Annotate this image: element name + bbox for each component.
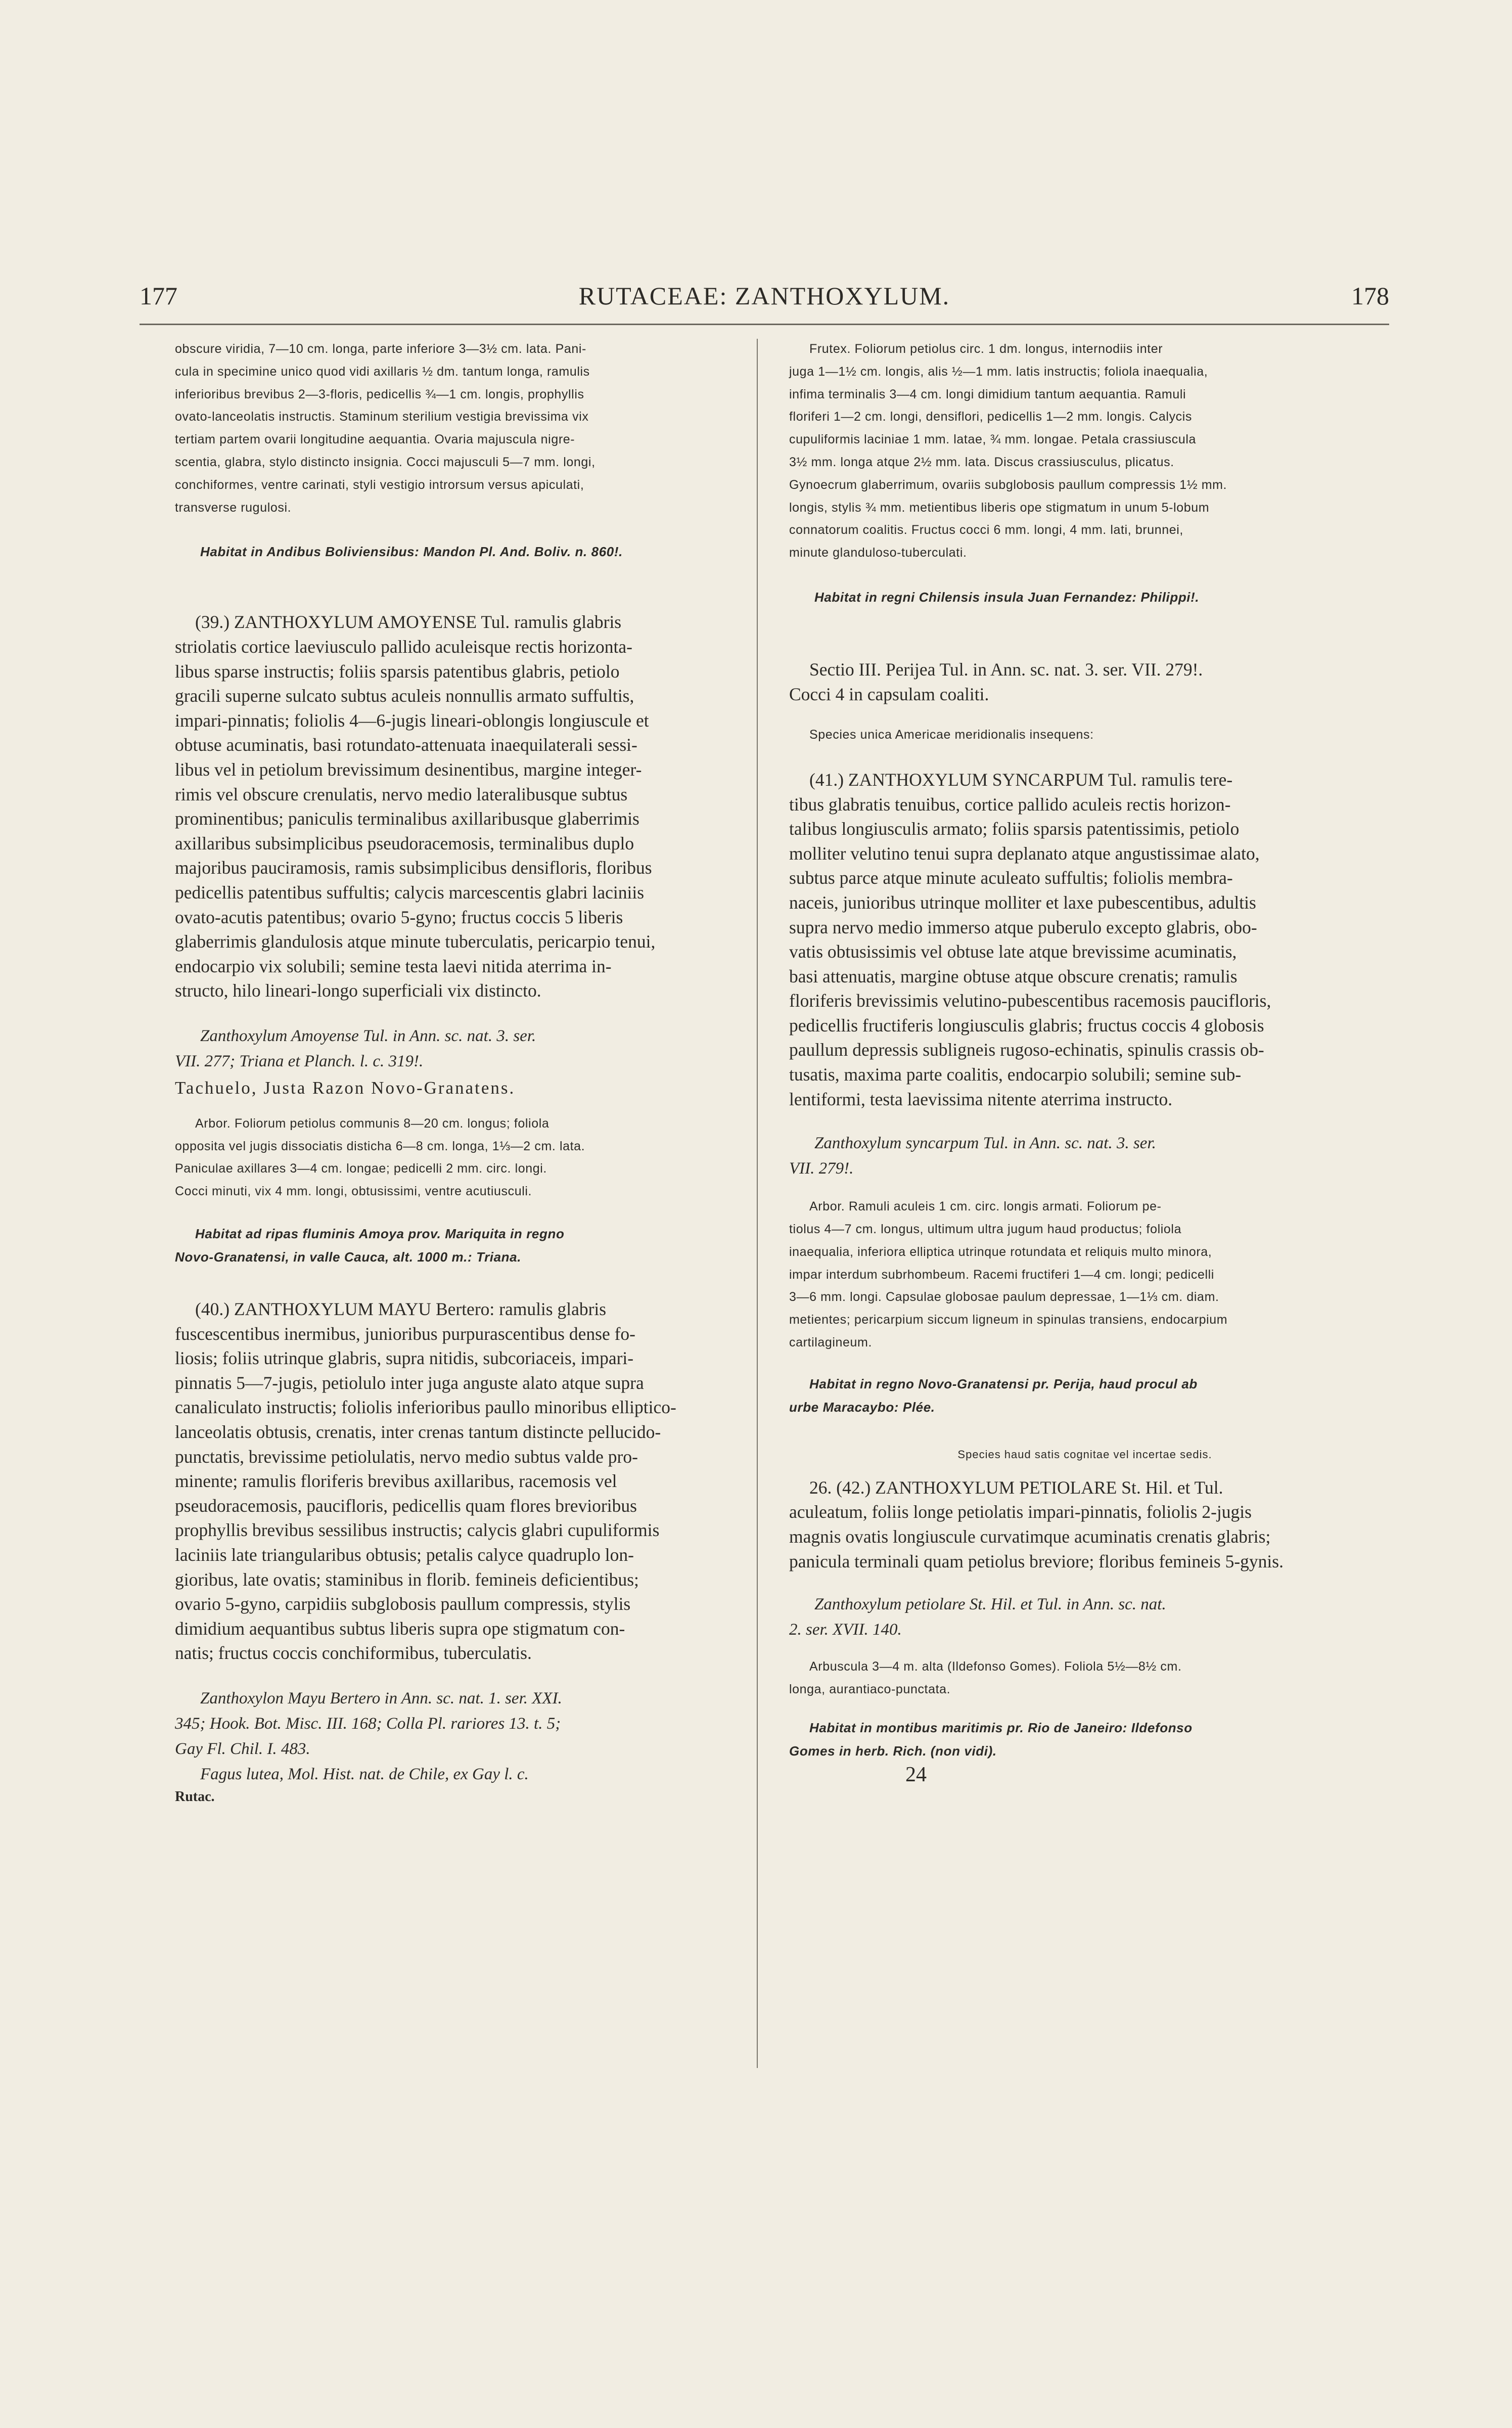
species-41-habitat xyxy=(789,1372,1381,1419)
text-line: scentia, glabra, stylo distincto insignia. Cocci majusculi 5—7 mm. longi, xyxy=(175,455,595,469)
text-line: Arbor. Ramuli aculeis 1 cm. circ. longis armati. Foliorum pe- xyxy=(809,1199,1162,1214)
text-line: laciniis late triangularibus obtusis; petalis calyce quadruplo lon- xyxy=(175,1545,634,1565)
text-line: urbe Maracaybo: Plée. xyxy=(789,1399,935,1415)
citation-line: 345; Hook. Bot. Misc. III. 168; Colla Pl. rariores 13. t. 5; xyxy=(175,1714,561,1733)
text-line: liosis; foliis utrinque glabris, supra nitidis, subcoriaceis, impari- xyxy=(175,1348,634,1369)
left-column xyxy=(175,338,744,1805)
text-line: fuscescentibus inermibus, junioribus purpurascentibus dense fo- xyxy=(175,1323,635,1344)
species-39-citation xyxy=(175,1023,744,1074)
species-40-diagnosis xyxy=(175,1297,744,1666)
text-line: minute glanduloso-tuberculati. xyxy=(789,546,967,560)
text-line: juga 1—1½ cm. longis, alis ½—1 mm. latis instructis; foliola inaequalia, xyxy=(789,364,1208,379)
text-line: Frutex. Foliorum petiolus circ. 1 dm. longus, internodiis inter xyxy=(809,342,1163,356)
text-line: structo, hilo lineari-longo superficiali vix distincto. xyxy=(175,980,541,1001)
text-line: prominentibus; paniculis terminalibus axillaribusque glaberrimis xyxy=(175,808,639,829)
text-line: glaberrimis glandulosis atque minute tuberculatis, pericarpio tenui, xyxy=(175,931,656,952)
citation-line: Gay Fl. Chil. I. 483. xyxy=(175,1739,310,1758)
text-line: Arbor. Foliorum petiolus communis 8—20 cm. longus; foliola xyxy=(195,1116,549,1131)
species-40-citation xyxy=(175,1686,744,1787)
citation-line: Zanthoxylum petiolare St. Hil. et Tul. in Ann. sc. nat. xyxy=(814,1595,1166,1614)
text-line: obscure viridia, 7—10 cm. longa, parte inferiore 3—3½ cm. lata. Pani- xyxy=(175,342,586,356)
text-line: lanceolatis obtusis, crenatis, inter crenas tantum distincte pellucido- xyxy=(175,1422,661,1443)
text-line: endocarpio vix solubili; semine testa laevi nitida aterrima in- xyxy=(175,956,612,976)
text-line: Novo-Granatensi, in valle Cauca, alt. 1000 m.: Triana. xyxy=(175,1249,522,1265)
text-line: libus vel in petiolum brevissimum desinentibus, margine integer- xyxy=(175,759,642,780)
continued-description xyxy=(175,338,744,519)
habitat-note: Habitat in Andibus Boliviensibus: Mandon Pl. And. Boliv. n. 860!. xyxy=(200,544,623,560)
text-line: basi attenuatis, margine obtuse atque obscure crenatis; ramulis xyxy=(789,966,1238,986)
text-line: tusatis, maxima parte coalitis, endocarpio solubili; semine sub- xyxy=(789,1064,1242,1085)
section-heading xyxy=(789,657,1381,706)
species-heading: (41.) ZANTHOXYLUM SYNCARPUM Tul. ramulis tere- xyxy=(809,769,1233,790)
text-line: ovato-lanceolatis instructis. Staminum sterilium vestigia brevissima vix xyxy=(175,410,589,424)
citation-line: Zanthoxylum Amoyense Tul. in Ann. sc. nat. 3. ser. xyxy=(200,1026,536,1045)
text-line: Habitat in regno Novo-Granatensi pr. Perija, haud procul ab xyxy=(809,1376,1198,1391)
text-line: gracili superne sulcato subtus aculeis nonnullis armato suffultis, xyxy=(175,686,634,706)
citation-line: VII. 277; Triana et Planch. l. c. 319!. xyxy=(175,1052,424,1070)
text-line: vatis obtusissimis vel obtuse late atque brevissime acuminatis, xyxy=(789,941,1237,962)
text-line: rimis vel obscure crenulatis, nervo medio lateralibusque subtus xyxy=(175,784,628,804)
text-line: subtus parce atque minute aculeato suffultis; foliolis membra- xyxy=(789,868,1233,888)
text-line: 3½ mm. longa atque 2½ mm. lata. Discus crassiusculus, plicatus. xyxy=(789,455,1174,469)
continued-description xyxy=(789,338,1381,564)
text-line: tibus glabratis tenuibus, cortice pallido aculeis rectis horizon- xyxy=(789,794,1231,815)
text-line: conchiformes, ventre carinati, styli vestigio introrsum versus apiculati, xyxy=(175,477,584,492)
column-divider xyxy=(757,339,758,2068)
text-line: axillaribus subsimplicibus pseudoracemosis, terminalibus duplo xyxy=(175,833,634,853)
species-42-citation xyxy=(789,1592,1381,1642)
text-line: natis; fructus coccis conchiformibus, tuberculatis. xyxy=(175,1643,532,1663)
text-line: opposita vel jugis dissociatis disticha 6—8 cm. longa, 1⅓—2 cm. lata. xyxy=(175,1139,585,1153)
incertae-sedis-heading: Species haud satis cognitae vel incertae sedis. xyxy=(957,1448,1212,1461)
text-line: inaequalia, inferiora elliptica utrinque rotundata et reliquis multo minora, xyxy=(789,1244,1212,1259)
text-line: pedicellis patentibus suffultis; calycis marcescentis glabri laciniis xyxy=(175,882,645,903)
text-line: pinnatis 5—7-jugis, petiolulo inter juga anguste alato atque supra xyxy=(175,1372,644,1393)
species-42-diagnosis xyxy=(789,1475,1381,1573)
section-title: Sectio III. Perijea Tul. in Ann. sc. nat. 3. ser. VII. 279!. xyxy=(809,659,1203,680)
species-39-diagnosis xyxy=(175,610,744,1003)
text-line: longa, aurantiaco-punctata. xyxy=(789,1682,951,1697)
text-line: lentiformi, testa laevissima nitente aterrima instructo. xyxy=(789,1089,1173,1109)
text-line: Habitat in montibus maritimis pr. Rio de Janeiro: Ildefonso xyxy=(809,1720,1193,1735)
text-line: Habitat ad ripas fluminis Amoya prov. Mariquita in regno xyxy=(195,1226,565,1242)
right-column xyxy=(789,338,1381,1787)
text-line: transverse rugulosi. xyxy=(175,500,292,515)
text-line: floriferi 1—2 cm. longi, densiflori, pedicellis 1—2 mm. longis. Calycis xyxy=(789,410,1193,424)
species-42-habitat xyxy=(789,1716,1381,1763)
citation-line: VII. 279!. xyxy=(789,1159,854,1178)
text-line: cula in specimine unico quod vidi axillaris ½ dm. tantum longa, ramulis xyxy=(175,364,590,379)
text-line: majoribus pauciramosis, ramis subsimplicibus densifloris, floribus xyxy=(175,858,652,878)
text-line: Gomes in herb. Rich. (non vidi). xyxy=(789,1743,997,1759)
section-note: Species unica Americae meridionalis insequens: xyxy=(809,728,1094,742)
text-line: aculeatum, foliis longe petiolatis impari-pinnatis, foliolis 2-jugis xyxy=(789,1502,1252,1522)
text-line: canaliculato instructis; foliolis inferioribus paullo minoribus elliptico- xyxy=(175,1397,676,1418)
text-line: Arbuscula 3—4 m. alta (Ildefonso Gomes). Foliola 5½—8½ cm. xyxy=(809,1659,1182,1674)
citation-line: Zanthoxylum syncarpum Tul. in Ann. sc. nat. 3. ser. xyxy=(814,1134,1156,1153)
habitat-note: Habitat in regni Chilensis insula Juan Fernandez: Philippi!. xyxy=(814,589,1200,605)
species-41-citation xyxy=(789,1131,1381,1181)
text-line: panicula terminali quam petiolus breviore; floribus femineis 5-gynis. xyxy=(789,1551,1284,1571)
text-line: striolatis cortice laeviusculo pallido aculeisque rectis horizonta- xyxy=(175,636,632,657)
species-heading: (39.) ZANTHOXYLUM AMOYENSE Tul. ramulis glabris xyxy=(195,612,622,633)
text-line: tiolus 4—7 cm. longus, ultimum ultra jugum haud productus; foliola xyxy=(789,1222,1182,1237)
text-line: Cocci minuti, vix 4 mm. longi, obtusissimi, ventre acutiusculi. xyxy=(175,1184,532,1199)
text-line: inferioribus brevibus 2—3-floris, pedicellis ¾—1 cm. longis, prophyllis xyxy=(175,387,584,401)
species-42-description xyxy=(789,1655,1381,1701)
species-41-diagnosis xyxy=(789,768,1381,1111)
vernacular-names: Tachuelo, Justa Razon Novo-Granatens. xyxy=(175,1077,516,1098)
sheet-number: 24 xyxy=(905,1763,927,1786)
text-line: Cocci 4 in capsulam coaliti. xyxy=(789,684,989,704)
text-line: supra nervo medio immerso atque puberulo excepto glabris, obo- xyxy=(789,917,1257,937)
species-39-description xyxy=(175,1112,744,1203)
species-39-habitat xyxy=(175,1222,744,1269)
text-line: Paniculae axillares 3—4 cm. longae; pedicelli 2 mm. circ. longi. xyxy=(175,1161,547,1176)
species-heading: (40.) ZANTHOXYLUM MAYU Bertero: ramulis glabris xyxy=(195,1299,607,1320)
text-line: minente; ramulis floriferis brevibus axillaribus, racemosis vel xyxy=(175,1471,617,1492)
text-line: punctatis, brevissime petiolulatis, nervo medio subtus valde pro- xyxy=(175,1446,638,1467)
running-header xyxy=(140,281,1389,322)
text-line: libus sparse instructis; foliis sparsis patentibus glabris, petiolo xyxy=(175,661,620,682)
text-line: Gynoecrum glaberrimum, ovariis subglobosis paullum compressis 1½ mm. xyxy=(789,477,1227,492)
text-line: floriferis brevissimis velutino-pubescentibus racemosis paucifloris, xyxy=(789,991,1271,1011)
text-line: cupuliformis laciniae 1 mm. latae, ¾ mm. longae. Petala crassiuscula xyxy=(789,432,1197,447)
text-line: prophyllis brevibus sessilibus instructis; calycis glabri cupuliformis xyxy=(175,1520,660,1541)
text-line: dimidium aequantibus subtus liberis supra ope stigmatum con- xyxy=(175,1618,625,1639)
printer-signature: Rutac. xyxy=(175,1788,215,1805)
text-line: naceis, junioribus utrinque molliter et laxe pubescentibus, adultis xyxy=(789,892,1256,913)
text-line: impari-pinnatis; foliolis 4—6-jugis lineari-oblongis longiuscule et xyxy=(175,710,649,731)
text-line: obtuse acuminatis, basi rotundato-attenuata inaequilaterali sessi- xyxy=(175,735,637,755)
page-number-left: 177 xyxy=(140,282,177,310)
species-41-description xyxy=(789,1195,1381,1354)
text-line: ovato-acutis patentibus; ovario 5-gyno; fructus coccis 5 liberis xyxy=(175,907,623,927)
text-line: molliter velutino tenui supra deplanato atque angustissimae alato, xyxy=(789,843,1260,864)
text-line: pedicellis fructiferis longiusculis glabris; fructus coccis 4 globosis xyxy=(789,1015,1264,1036)
running-title: RUTACEAE: ZANTHOXYLUM. xyxy=(578,282,950,310)
text-line: pseudoracemosis, paucifloris, pedicellis quam flores brevioribus xyxy=(175,1495,637,1516)
page-number-right: 178 xyxy=(1351,282,1389,310)
citation-line: Fagus lutea, Mol. Hist. nat. de Chile, ex Gay l. c. xyxy=(200,1765,529,1783)
text-line: longis, stylis ¾ mm. metientibus liberis ope stigmatum in unum 5-lobum xyxy=(789,500,1210,515)
text-line: metientes; pericarpium siccum ligneum in spinulas transiens, endocarpium xyxy=(789,1313,1228,1327)
species-heading: 26. (42.) ZANTHOXYLUM PETIOLARE St. Hil. et Tul. xyxy=(809,1477,1223,1498)
text-line: tertiam partem ovarii longitudine aequantia. Ovaria majuscula nigre- xyxy=(175,432,575,447)
text-line: connatorum coalitis. Fructus cocci 6 mm. longi, 4 mm. lati, brunnei, xyxy=(789,523,1183,537)
text-line: paullum depressis subligneis rugoso-echinatis, spinulis crassis ob- xyxy=(789,1040,1264,1060)
citation-line: Zanthoxylon Mayu Bertero in Ann. sc. nat. 1. ser. XXI. xyxy=(200,1689,562,1707)
text-line: impar interdum subrhombeum. Racemi fructiferi 1—4 cm. longi; pedicelli xyxy=(789,1267,1214,1282)
header-rule xyxy=(140,324,1389,325)
text-line: talibus longiusculis armato; foliis sparsis patentissimis, petiolo xyxy=(789,819,1240,839)
text-line: cartilagineum. xyxy=(789,1335,873,1350)
text-line: ovario 5-gyno, carpidiis subglobosis paullum compressis, stylis xyxy=(175,1594,631,1614)
text-line: 3—6 mm. longi. Capsulae globosae paulum depressae, 1—1⅓ cm. diam. xyxy=(789,1290,1219,1305)
text-line: magnis ovatis longiuscule curvatimque acuminatis crenatis glabris; xyxy=(789,1526,1271,1547)
citation-line: 2. ser. XVII. 140. xyxy=(789,1621,902,1639)
text-line: infima terminalis 3—4 cm. longi dimidium tantum aequantia. Ramuli xyxy=(789,387,1186,401)
text-line: gioribus, late ovatis; staminibus in florib. femineis deficientibus; xyxy=(175,1569,639,1590)
